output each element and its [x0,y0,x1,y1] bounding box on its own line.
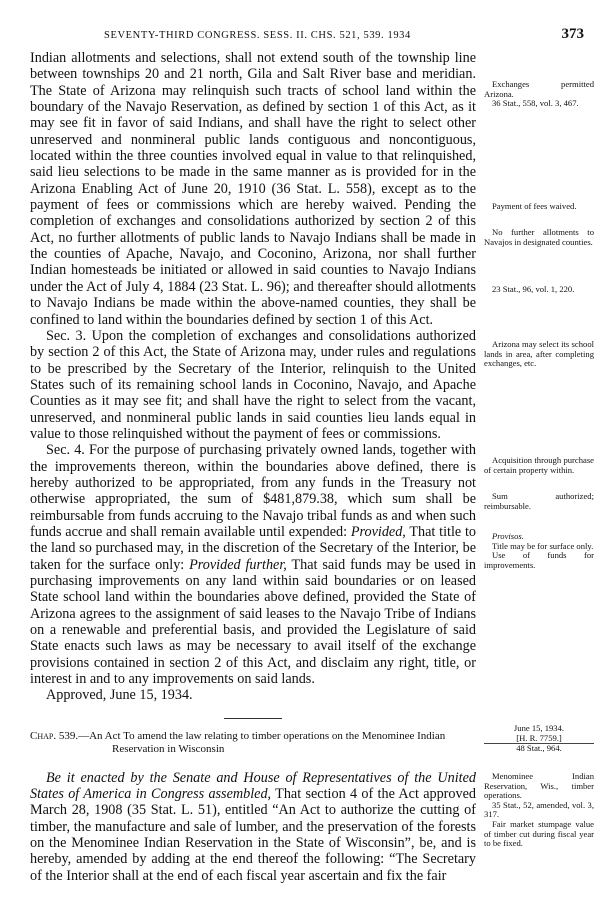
margin-note-acquisition: Acquisition through purchase of certain property within. [484,455,594,475]
proviso-further-label: Provided further, [189,556,287,573]
margin-note-provisos: Provisos. Title may be for surface only. Use of funds for improvements. [484,531,594,570]
enacting-formula: Be it enacted by the Senate and House of Representatives of the United States of America in Congress assembled, [30,769,476,803]
margin-note-allotments: No further allotments to Navajos in designated counties. [484,227,594,247]
section-3: Sec. 3. Upon the completion of exchanges and consolidations authorized by section 2 of this Act, the State of Arizona may, under rules and regulations to be prescribed by the Secretary of the Interior, relinquish to the United States such of its remaining school lands in Coconino, Navajo, and Apache Counties as it may see fit; and shall have the right to select from the vacant, unreserved, and nonmineral public lands in said counties lieu lands equal in value to those relinquished without the payment of fees or commissions. [30,327,476,442]
enacting-clause [30,770,476,884]
paragraph-continuation: Indian allotments and selections, shall not extend south of the township line between townships 20 and 21 north, Gila and Salt River base and meridian. The State of Arizona may relinquish such tracts of school land within the boundary of the Navajo Reservation, as defined by section 1 of this Act, as it may see fit in favor of said Indians, and shall have the right to select other unreserved and nonmineral public lands contiguous and noncontiguous, located within the three counties involved equal in value to that relinquished, said lieu selections to be made in the same manner as is provided for in the Arizona Enabling Act of June 20, 1910 (36 Stat. L. 558), except as to the payment of fees or commissions which are hereby waived. Pending the completion of exchanges and consolidations authorized by section 2 of this Act, no further allotments of public lands to Navajo Indians shall be made in the counties of Apache, Navajo, and Coconino, Arizona, nor shall further Indian homesteads be initiated or allowed in said counties to Navajo Indians under the Act of July 4, 1884 (23 Stat. L. 96); and thereafter should allotments to Navajo Indians be made within the above-named counties, they shall be confined to land within the boundaries defined by section 1 of this Act. [30,50,476,328]
margin-note-fees: Payment of fees waived. [492,201,577,211]
running-header [56,28,584,46]
section-4-text-b: That title to the land so purchased may, in the discretion of the Secretary of the Interior, be taken for the surface only: [30,523,476,573]
enacting-text: That section 4 of the Act approved March 28, 1908 (35 Stat. L. 51), entitled “An Act to authorize the cutting of timber, the manufacture and sale of lumber, and the preservation of the forests on the Menominee Indian Reservation in the State of Wisconsin”, be, and is hereby, amended by adding at the end thereof the following: “The Secretary of the Interior shall at the end of each fiscal year ascertain and fix the fair [30,786,476,884]
section-4 [30,442,476,687]
margin-note-citation: 23 Stat., 96, vol. 1, 220. [492,284,575,294]
section-4-text-c: That said funds may be used in purchasing improvements on any land within said boundaries or on leased State school land within the boundaries above defined, provided the State of Arizona agrees to the assignment of said leases to the Navajo Tribe of Indians on a renewable and preferential basis, and provided the Legislature of said State enacts such laws as may be necessary to avail itself of the exchange provisions contained in section 2 of this Act, and disclaim any right, title, or interest in and to any improvements on said lands. [30,556,476,688]
page-number: 373 [561,26,584,42]
margin-note-exchanges: Exchanges permitted Arizona. 36 Stat., 558, vol. 3, 467. [484,79,594,109]
main-text-column [30,50,476,884]
chapter-label: Chap. 539. [30,729,79,742]
margin-note-school-lands: Arizona may select its school lands in area, after completing exchanges, etc. [484,339,594,369]
chapter-title: —An Act To amend the law relating to timber operations on the Menominee Indian Reservation in Wisconsin [78,729,446,755]
margin-note-menominee: Menominee Indian Reservation, Wis., timber operations. 35 Stat., 52, amended, vol. 3, 317. Fair market stumpage value of timber cut during fiscal year to be fixed. [484,771,594,849]
approval-line: Approved, June 15, 1934. [46,687,193,704]
margin-note-sum: Sum authorized; reimbursable. [484,491,594,511]
running-head: SEVENTY-THIRD CONGRESS. SESS. II. CHS. 521, 539. 1934 [104,30,411,41]
section-4-text-a: Sec. 4. For the purpose of purchasing privately owned lands, together with the improvements thereon, within the boundaries above defined, there is hereby authorized to be appropriated, from any funds in the Treasury not otherwise appropriated, the sum of $481,879.38, which sum shall be reimbursable from funds accruing to the Navajo tribal funds as and when such funds accrue and shall remain available until expended: [30,442,476,540]
chapter-heading [30,730,476,756]
section-divider [224,718,282,719]
proviso-label: Provided, [350,523,406,540]
margin-note-date: June 15, 1934. [H. R. 7759.] 48 Stat., 964. [484,724,594,754]
